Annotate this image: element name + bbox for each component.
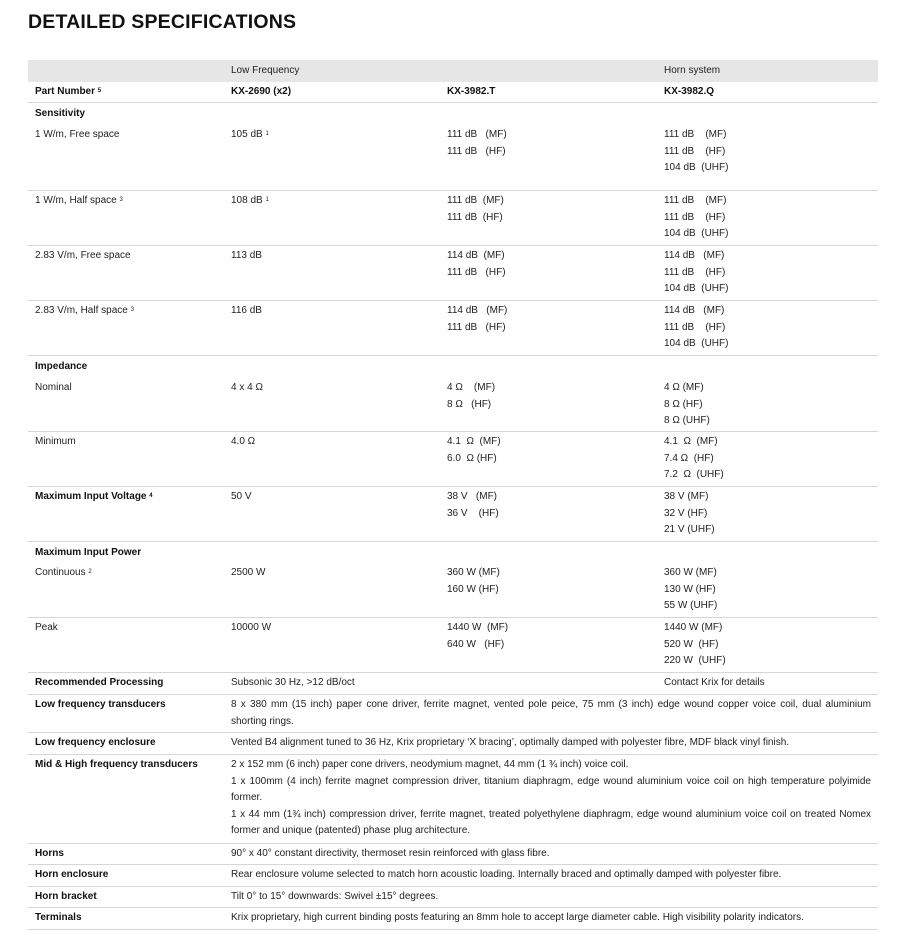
max-input-voltage-q xyxy=(664,489,715,539)
part-number-lf: KX-2690 (x2) xyxy=(231,86,292,97)
description-text xyxy=(231,867,871,884)
low-frequency-value: 2500 W xyxy=(231,567,266,578)
low-frequency-value: 108 dB $^1$ xyxy=(231,195,269,206)
description-label: Low frequency transducers xyxy=(35,699,166,710)
value-line: 4.1 Ω (MF) xyxy=(447,436,501,447)
row-label: Minimum xyxy=(35,436,76,447)
kx-3982t-value xyxy=(447,620,508,653)
description-paragraph: 8 x 380 mm (15 inch) paper cone driver, ferrite magnet, vented pole peice, 75 mm (3 inch) edge wound copper voice coil, dual aluminium shorting rings. xyxy=(231,699,871,727)
value-line: 104 dB (UHF) xyxy=(664,338,729,350)
sensitivity-row xyxy=(28,246,878,301)
value-line: 111 dB (HF) xyxy=(447,211,503,223)
sensitivity-heading: Sensitivity xyxy=(35,108,86,119)
row-label: 2.83 V/m, Half space $^3$ xyxy=(35,305,134,316)
kx-3982t-value xyxy=(447,303,507,336)
row-label: 1 W/m, Half space $^3$ xyxy=(35,195,123,206)
description-paragraph: 1 x 100mm (4 inch) ferrite magnet compression driver, titanium diaphragm, edge wound aluminium voice coil on high temperature polyimide former. xyxy=(231,775,871,804)
value-line: 38 V (MF) xyxy=(664,491,709,502)
description-label: Horn enclosure xyxy=(35,869,109,880)
value-line: 4 Ω (MF) xyxy=(447,382,496,393)
value-line: 111 dB (MF) xyxy=(447,129,507,140)
sensitivity-row xyxy=(28,125,878,191)
value-line: 111 dB (MF) xyxy=(447,195,504,206)
value-line: 1440 W (MF) xyxy=(447,622,509,633)
kx-3982t-value xyxy=(447,127,507,160)
row-label: 1 W/m, Free space xyxy=(35,129,120,140)
row-label: 2.83 V/m, Free space xyxy=(35,250,131,261)
impedance-row xyxy=(28,378,878,432)
description-paragraph: Rear enclosure volume selected to match horn acoustic loading. Internally braced and optimally damped with polyester fibre. xyxy=(231,869,782,880)
description-label: Mid & High frequency transducers xyxy=(35,759,198,770)
description-row xyxy=(28,865,878,887)
table-header xyxy=(28,60,878,82)
description-paragraph: Krix proprietary, high current binding posts featuring an 8mm hole to accept large diameter cable. High visibility polarity indicators. xyxy=(231,912,804,923)
row-label: Nominal xyxy=(35,382,72,393)
recommended-processing-lf: Subsonic 30 Hz, >12 dB/oct xyxy=(231,677,355,688)
low-frequency-value: 10000 W xyxy=(231,622,272,633)
max-input-power-row xyxy=(28,563,878,618)
value-line: 8 Ω (HF) xyxy=(447,398,492,410)
part-number-q: KX-3982.Q xyxy=(664,86,715,97)
max-input-power-row xyxy=(28,618,878,673)
part-number-row xyxy=(28,82,878,103)
value-line: 114 dB (MF) xyxy=(447,305,508,316)
value-line: 114 dB (MF) xyxy=(664,305,725,316)
recommended-processing-horn: Contact Krix for details xyxy=(664,677,765,688)
kx-3982q-value xyxy=(664,380,710,430)
low-frequency-value: 4.0 Ω xyxy=(231,436,256,447)
value-line: 111 dB (HF) xyxy=(447,145,506,157)
value-line: 114 dB (MF) xyxy=(447,250,505,261)
value-line: 640 W (HF) xyxy=(447,638,505,650)
value-line: 160 W (HF) xyxy=(447,583,499,595)
description-label: Terminals xyxy=(35,912,82,923)
value-line: 104 dB (UHF) xyxy=(664,162,729,174)
value-line: 130 W (HF) xyxy=(664,583,716,595)
max-input-voltage-label: Maximum Input Voltage $^4$ xyxy=(35,491,153,502)
kx-3982t-value xyxy=(447,248,506,281)
sensitivity-row xyxy=(28,191,878,246)
value-line: 104 dB (UHF) xyxy=(664,228,729,240)
kx-3982t-value xyxy=(447,193,504,226)
low-frequency-value: 105 dB $^1$ xyxy=(231,129,269,140)
value-line: 111 dB (HF) xyxy=(664,145,726,157)
max-input-power-heading-row xyxy=(28,542,878,563)
sensitivity-row xyxy=(28,301,878,356)
description-row xyxy=(28,844,878,865)
description-paragraph: Vented B4 alignment tuned to 36 Hz, Krix proprietary ‘X bracing’, optimally damped with polyester fibre, MDF black vinyl finish. xyxy=(231,737,790,748)
description-text xyxy=(231,757,871,840)
value-line: 55 W (UHF) xyxy=(664,600,718,612)
kx-3982q-value xyxy=(664,303,728,353)
part-number-t: KX-3982.T xyxy=(447,86,496,97)
value-line: 114 dB (MF) xyxy=(664,250,725,261)
value-line: 8 Ω (UHF) xyxy=(664,415,710,427)
description-paragraph: 1 x 44 mm (1¾ inch) compression driver, ferrite magnet, treated polyethylene diaphragm, edge wound aluminium voice coil on treated Nomex former and unique (patented) phase plug architecture. xyxy=(231,808,871,837)
low-frequency-value: 113 dB xyxy=(231,250,262,261)
max-input-power-heading: Maximum Input Power xyxy=(35,547,142,558)
description-row xyxy=(28,733,878,755)
description-label: Horns xyxy=(35,848,64,859)
value-line: 32 V (HF) xyxy=(664,507,708,519)
description-label: Horn bracket xyxy=(35,891,97,902)
kx-3982q-value xyxy=(664,620,726,670)
page-title: DETAILED SPECIFICATIONS xyxy=(28,11,297,33)
kx-3982t-value xyxy=(447,565,500,598)
low-frequency-value: 116 dB xyxy=(231,305,262,316)
max-input-voltage-lf: 50 V xyxy=(231,491,252,502)
description-text xyxy=(231,910,871,927)
description-row xyxy=(28,755,878,844)
value-line: 104 dB (UHF) xyxy=(664,283,729,295)
value-line: 111 dB (MF) xyxy=(664,195,727,206)
description-text xyxy=(231,735,871,752)
impedance-heading: Impedance xyxy=(35,361,88,372)
value-line: 6.0 Ω (HF) xyxy=(447,452,497,464)
description-row xyxy=(28,887,878,908)
description-text xyxy=(231,846,871,863)
value-line: 111 dB (HF) xyxy=(664,211,726,223)
header-low-frequency: Low Frequency xyxy=(231,65,300,76)
kx-3982t-value xyxy=(447,434,501,467)
impedance-heading-row xyxy=(28,356,878,378)
description-text xyxy=(231,697,871,730)
low-frequency-value: 4 x 4 Ω xyxy=(231,382,263,393)
recommended-processing-label: Recommended Processing xyxy=(35,677,164,688)
description-paragraph: 2 x 152 mm (6 inch) paper cone drivers, neodymium magnet, 44 mm (1 ¾ inch) voice coil. xyxy=(231,759,629,770)
row-label: Peak xyxy=(35,622,58,633)
value-line: 4 Ω (MF) xyxy=(664,382,704,393)
header-horn-system: Horn system xyxy=(664,65,721,76)
part-number-label: Part Number $^5$ xyxy=(35,86,102,97)
value-line: 21 V (UHF) xyxy=(664,524,715,536)
value-line: 36 V (HF) xyxy=(447,507,499,519)
kx-3982t-value xyxy=(447,380,495,413)
value-line: 111 dB (HF) xyxy=(664,321,726,333)
description-text xyxy=(231,889,871,906)
value-line: 111 dB (HF) xyxy=(447,266,506,278)
value-line: 360 W (MF) xyxy=(447,567,500,578)
recommended-processing-row xyxy=(28,673,878,695)
description-paragraph: 90° x 40° constant directivity, thermoset resin reinforced with glass fibre. xyxy=(231,848,550,859)
spec-table xyxy=(28,60,878,930)
kx-3982q-value xyxy=(664,565,717,615)
value-line: 4.1 Ω (MF) xyxy=(664,436,718,447)
max-input-voltage-t xyxy=(447,489,499,522)
value-line: 38 V (MF) xyxy=(447,491,498,502)
value-line: 220 W (UHF) xyxy=(664,655,726,667)
description-row xyxy=(28,695,878,733)
value-line: 8 Ω (HF) xyxy=(664,398,703,410)
kx-3982q-value xyxy=(664,127,728,177)
description-label: Low frequency enclosure xyxy=(35,737,156,748)
value-line: 360 W (MF) xyxy=(664,567,717,578)
impedance-row xyxy=(28,432,878,487)
sensitivity-heading-row xyxy=(28,103,878,125)
value-line: 111 dB (HF) xyxy=(447,321,506,333)
max-input-voltage-row xyxy=(28,487,878,542)
value-line: 520 W (HF) xyxy=(664,638,719,650)
value-line: 7.2 Ω (UHF) xyxy=(664,469,724,481)
value-line: 1440 W (MF) xyxy=(664,622,723,633)
kx-3982q-value xyxy=(664,434,724,484)
value-line: 111 dB (MF) xyxy=(664,129,727,140)
description-paragraph: Tilt 0° to 15° downwards: Swivel ±15° degrees. xyxy=(231,891,439,902)
row-label: Continuous $^2$ xyxy=(35,567,92,578)
value-line: 111 dB (HF) xyxy=(664,266,726,278)
kx-3982q-value xyxy=(664,193,728,243)
description-row xyxy=(28,908,878,930)
kx-3982q-value xyxy=(664,248,728,298)
value-line: 7.4 Ω (HF) xyxy=(664,452,714,464)
